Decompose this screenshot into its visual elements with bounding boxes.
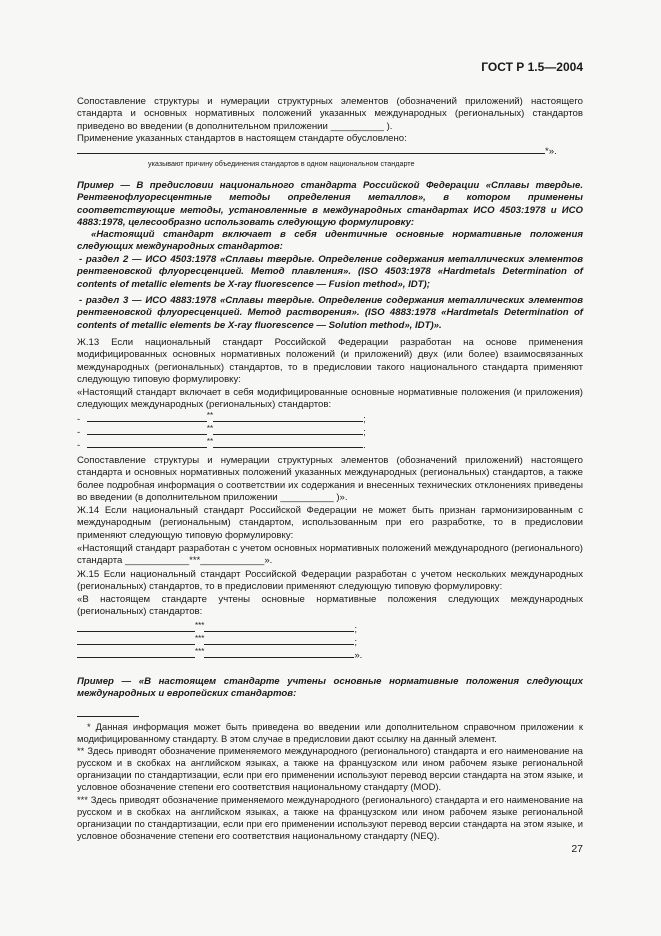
dash: - bbox=[77, 414, 81, 426]
blank-line bbox=[77, 657, 195, 658]
line-end: . bbox=[363, 440, 366, 452]
line-end: ; bbox=[363, 427, 366, 439]
footnote-mark: ** bbox=[206, 424, 214, 433]
blank-line bbox=[204, 631, 354, 632]
reason-line-end: *». bbox=[545, 146, 557, 157]
blank-line bbox=[204, 644, 354, 645]
blank-line bbox=[77, 153, 545, 154]
clause-j15-quote: «В настоящем стандарте учтены основные нормативные положения следующих международных (региональных) стандартов: bbox=[77, 594, 583, 618]
page-number: 27 bbox=[571, 843, 583, 855]
dash: - bbox=[77, 440, 81, 452]
clause-j13: Ж.13 Если национальный стандарт Российской Федерации разработан на основе применения модифицированных основных нормативных положений (и приложений) двух (или более) взаимосвязанных международных (региональных) стандартов, то в предисловии такого национального стандарта применяют следующую типовую формулировку: bbox=[77, 337, 583, 385]
blank-line bbox=[77, 644, 195, 645]
footnote-mark: ** bbox=[206, 437, 214, 446]
blank-line bbox=[204, 657, 354, 658]
dash: - bbox=[77, 427, 81, 439]
clause-j13-comparison: Сопоставление структуры и нумерации структурных элементов (обозначений приложений) настоящего стандарта и основных нормативных положений указанных международных (региональных) стандартов, а также более подробная информация о соответствии их содержания и внесенных технических отклонениях приведены во введении (в дополнительном приложении __________ )». bbox=[77, 455, 583, 503]
blank-line bbox=[77, 631, 195, 632]
line-end: ; bbox=[354, 637, 358, 649]
blank-line bbox=[213, 421, 363, 422]
footnote-mark: ** bbox=[206, 411, 214, 420]
line-end: ». bbox=[354, 650, 363, 662]
paragraph-application: Применение указанных стандартов в настоящем стандарте обусловлено: bbox=[77, 133, 407, 144]
footnote-mark: *** bbox=[195, 647, 205, 656]
example-2-intro: Пример — «В настоящем стандарте учтены основные нормативные положения следующих международных и европейских стандартов: bbox=[77, 676, 583, 700]
footnote-mark: *** bbox=[195, 621, 205, 630]
blank-line bbox=[87, 447, 207, 448]
clause-j13-quote: «Настоящий стандарт включает в себя модифицированные основные нормативные положения (и приложения) следующих международных (региональных) стандартов: bbox=[77, 387, 583, 411]
blank-line bbox=[213, 447, 363, 448]
list-item bbox=[77, 647, 362, 661]
example-1-intro: Пример — В предисловии национального стандарта Российской Федерации «Сплавы твердые. Рентгенофлуоресцентные методы определения металлов», в котором применены соответствующие методы, установленные в международных стандартах ИСО 4503:1978 и ИСО 4883:1978, целесообразно использовать следующую формулировку: bbox=[77, 180, 583, 228]
reason-line bbox=[77, 146, 557, 157]
blank-line bbox=[87, 434, 207, 435]
footnote-divider bbox=[77, 716, 139, 717]
blank-line bbox=[213, 434, 363, 435]
example-1-quote: «Настоящий стандарт включает в себя идентичные основные нормативные положения следующих международных стандартов: bbox=[77, 229, 583, 253]
example-1-section-3: - раздел 3 — ИСО 4883:1978 «Сплавы твердые. Определение содержания металлических элементов рентгеновской флуоресценцией. Метод растворения». (ISO 4883:1978 «Hardmetals Determination of contents of metallic elements be X-ray fluorescence — Solution method», IDT)». bbox=[77, 295, 583, 331]
clause-j14: Ж.14 Если национальный стандарт Российской Федерации не может быть признан гармонизированным с международным (региональным) стандартом, использованным при его разработке, то в предисловии применяют следующую типовую формулировку: bbox=[77, 505, 583, 541]
line-end: ; bbox=[354, 624, 358, 636]
document-code: ГОСТ Р 1.5—2004 bbox=[481, 60, 583, 74]
footnote-2: ** Здесь приводят обозначение применяемого международного (регионального) стандарта и его наименование на русском и в скобках на английском языках, а также на французском или ином рабочем языке региональной организации по стандартизации, если при его применении используют перевод версии стандарта на этом языке, и условное обозначение степени его соответствия национальному стандарту (MOD). bbox=[77, 745, 583, 792]
reason-caption: указывают причину объединения стандартов в одном национальном стандарте bbox=[148, 159, 415, 168]
footnote-1: * Данная информация может быть приведена во введении или дополнительном справочном приложении к модифицированному стандарту. В этом случае в предисловии дают ссылку на данный элемент. bbox=[77, 721, 583, 744]
list-item bbox=[77, 437, 366, 451]
paragraph-comparison: Сопоставление структуры и нумерации структурных элементов (обозначений приложений) настоящего стандарта и основных нормативных положений указанных международных (региональных) стандартов приведено во введении (в дополнительном приложении __________ ). bbox=[77, 96, 583, 132]
footnote-mark: *** bbox=[195, 634, 205, 643]
clause-j15: Ж.15 Если национальный стандарт Российской Федерации разработан с учетом нескольких международных (региональных) стандартов, то в предисловии применяют следующую типовую формулировку: bbox=[77, 569, 583, 593]
footnote-3: *** Здесь приводят обозначение применяемого международного (регионального) стандарта и его наименование на русском и в скобках на английском языках, а также на французском или ином рабочем языке региональной организации по стандартизации, если при его применении используют перевод версии стандарта на этом языке, и условное обозначение степени его соответствия национальному стандарту (NEQ). bbox=[77, 794, 583, 841]
example-1-section-2: - раздел 2 — ИСО 4503:1978 «Сплавы твердые. Определение содержания металлических элементов рентгеновской флуоресценцией. Метод плавления». (ISO 4503:1978 «Hardmetals Determination of contents of metallic elements be X-ray fluorescence — Fusion method», IDT); bbox=[77, 254, 583, 290]
line-end: ; bbox=[363, 414, 366, 426]
clause-j14-quote: «Настоящий стандарт разработан с учетом основных нормативных положений международного (регионального) стандарта ____________***____________». bbox=[77, 543, 583, 567]
blank-line bbox=[87, 421, 207, 422]
